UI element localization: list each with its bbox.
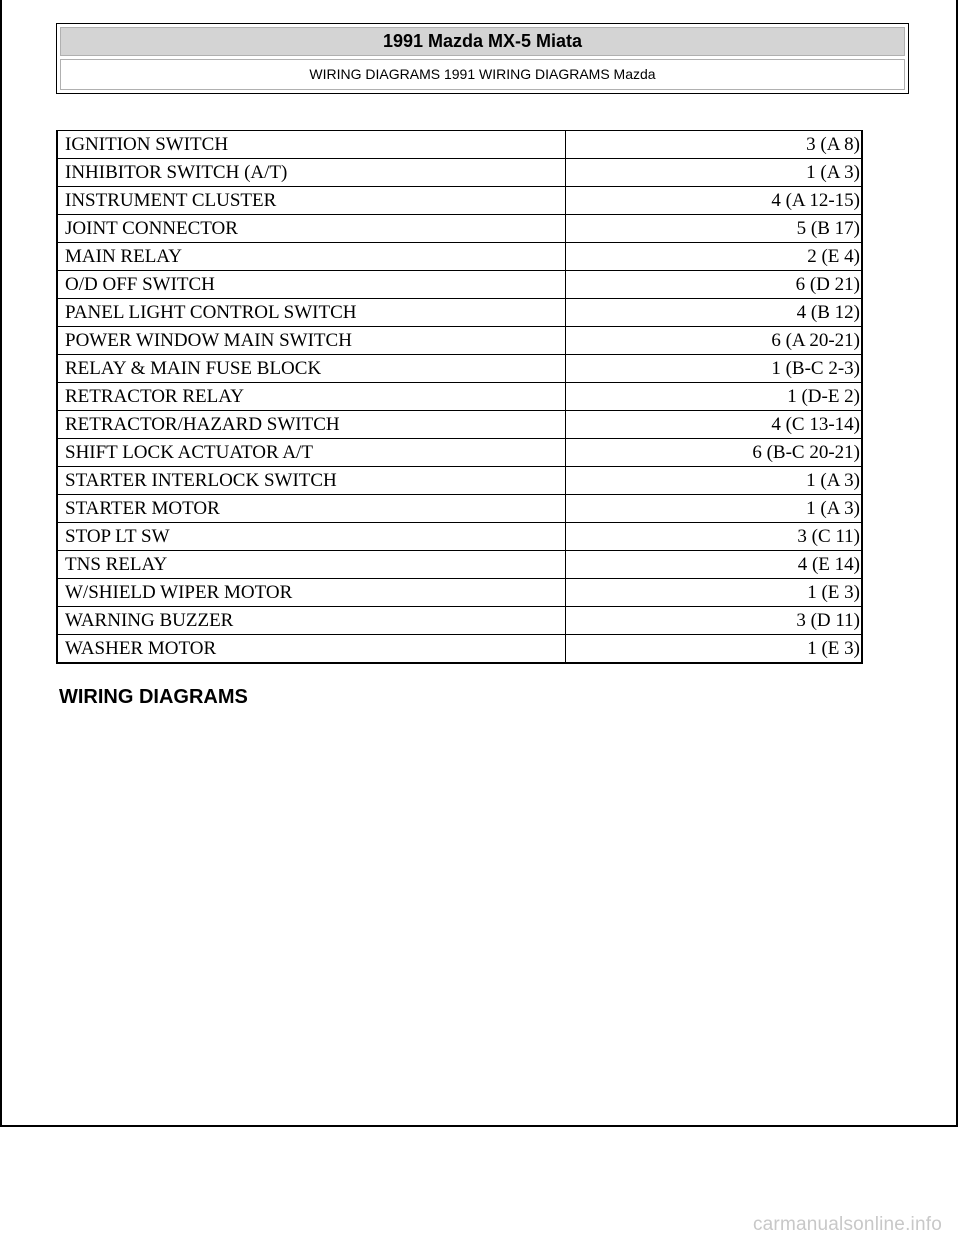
diagram-reference-cell: 1 (E 3) bbox=[566, 635, 863, 664]
diagram-reference-cell: 5 (B 17) bbox=[566, 215, 863, 243]
component-name-cell: O/D OFF SWITCH bbox=[57, 271, 566, 299]
component-name-cell: MAIN RELAY bbox=[57, 243, 566, 271]
table-row bbox=[57, 159, 862, 187]
component-name-cell: RETRACTOR RELAY bbox=[57, 383, 566, 411]
component-name-cell: INHIBITOR SWITCH (A/T) bbox=[57, 159, 566, 187]
component-name-cell: RELAY & MAIN FUSE BLOCK bbox=[57, 355, 566, 383]
diagram-reference-cell: 6 (D 21) bbox=[566, 271, 863, 299]
diagram-reference-cell: 1 (E 3) bbox=[566, 579, 863, 607]
table-row bbox=[57, 271, 862, 299]
component-name-cell: INSTRUMENT CLUSTER bbox=[57, 187, 566, 215]
component-name-cell: RETRACTOR/HAZARD SWITCH bbox=[57, 411, 566, 439]
table-row bbox=[57, 607, 862, 635]
table-row bbox=[57, 327, 862, 355]
document-header bbox=[56, 23, 909, 94]
table-row bbox=[57, 411, 862, 439]
table-row bbox=[57, 523, 862, 551]
component-name-cell: W/SHIELD WIPER MOTOR bbox=[57, 579, 566, 607]
diagram-reference-cell: 4 (A 12-15) bbox=[566, 187, 863, 215]
component-index-table bbox=[56, 130, 863, 664]
table-row bbox=[57, 299, 862, 327]
table-row bbox=[57, 243, 862, 271]
component-name-cell: POWER WINDOW MAIN SWITCH bbox=[57, 327, 566, 355]
diagram-reference-cell: 6 (B-C 20-21) bbox=[566, 439, 863, 467]
component-name-cell: WASHER MOTOR bbox=[57, 635, 566, 664]
diagram-reference-cell: 3 (A 8) bbox=[566, 131, 863, 159]
component-name-cell: JOINT CONNECTOR bbox=[57, 215, 566, 243]
component-name-cell: STARTER MOTOR bbox=[57, 495, 566, 523]
diagram-reference-cell: 1 (A 3) bbox=[566, 495, 863, 523]
component-name-cell: STARTER INTERLOCK SWITCH bbox=[57, 467, 566, 495]
diagram-reference-cell: 6 (A 20-21) bbox=[566, 327, 863, 355]
component-name-cell: WARNING BUZZER bbox=[57, 607, 566, 635]
diagram-reference-cell: 1 (A 3) bbox=[566, 159, 863, 187]
table-row bbox=[57, 187, 862, 215]
diagram-reference-cell: 2 (E 4) bbox=[566, 243, 863, 271]
component-name-cell: STOP LT SW bbox=[57, 523, 566, 551]
table-row bbox=[57, 439, 862, 467]
diagram-reference-cell: 4 (E 14) bbox=[566, 551, 863, 579]
component-index-body bbox=[57, 131, 862, 664]
diagram-reference-cell: 1 (A 3) bbox=[566, 467, 863, 495]
diagram-reference-cell: 4 (B 12) bbox=[566, 299, 863, 327]
table-row bbox=[57, 551, 862, 579]
table-row bbox=[57, 467, 862, 495]
component-name-cell: TNS RELAY bbox=[57, 551, 566, 579]
diagram-reference-cell: 1 (B-C 2-3) bbox=[566, 355, 863, 383]
section-heading: WIRING DIAGRAMS bbox=[59, 686, 248, 708]
diagram-reference-cell: 3 (D 11) bbox=[566, 607, 863, 635]
component-name-cell: IGNITION SWITCH bbox=[57, 131, 566, 159]
watermark: carmanualsonline.info bbox=[752, 1214, 942, 1235]
component-name-cell: SHIFT LOCK ACTUATOR A/T bbox=[57, 439, 566, 467]
document-subtitle: WIRING DIAGRAMS 1991 WIRING DIAGRAMS Mazda bbox=[60, 59, 905, 90]
table-row bbox=[57, 495, 862, 523]
document-title: 1991 Mazda MX-5 Miata bbox=[60, 27, 905, 56]
table-row bbox=[57, 635, 862, 664]
diagram-reference-cell: 1 (D-E 2) bbox=[566, 383, 863, 411]
diagram-reference-cell: 4 (C 13-14) bbox=[566, 411, 863, 439]
component-name-cell: PANEL LIGHT CONTROL SWITCH bbox=[57, 299, 566, 327]
diagram-reference-cell: 3 (C 11) bbox=[566, 523, 863, 551]
table-row bbox=[57, 383, 862, 411]
table-row bbox=[57, 579, 862, 607]
table-row bbox=[57, 355, 862, 383]
table-row bbox=[57, 215, 862, 243]
table-row bbox=[57, 131, 862, 159]
